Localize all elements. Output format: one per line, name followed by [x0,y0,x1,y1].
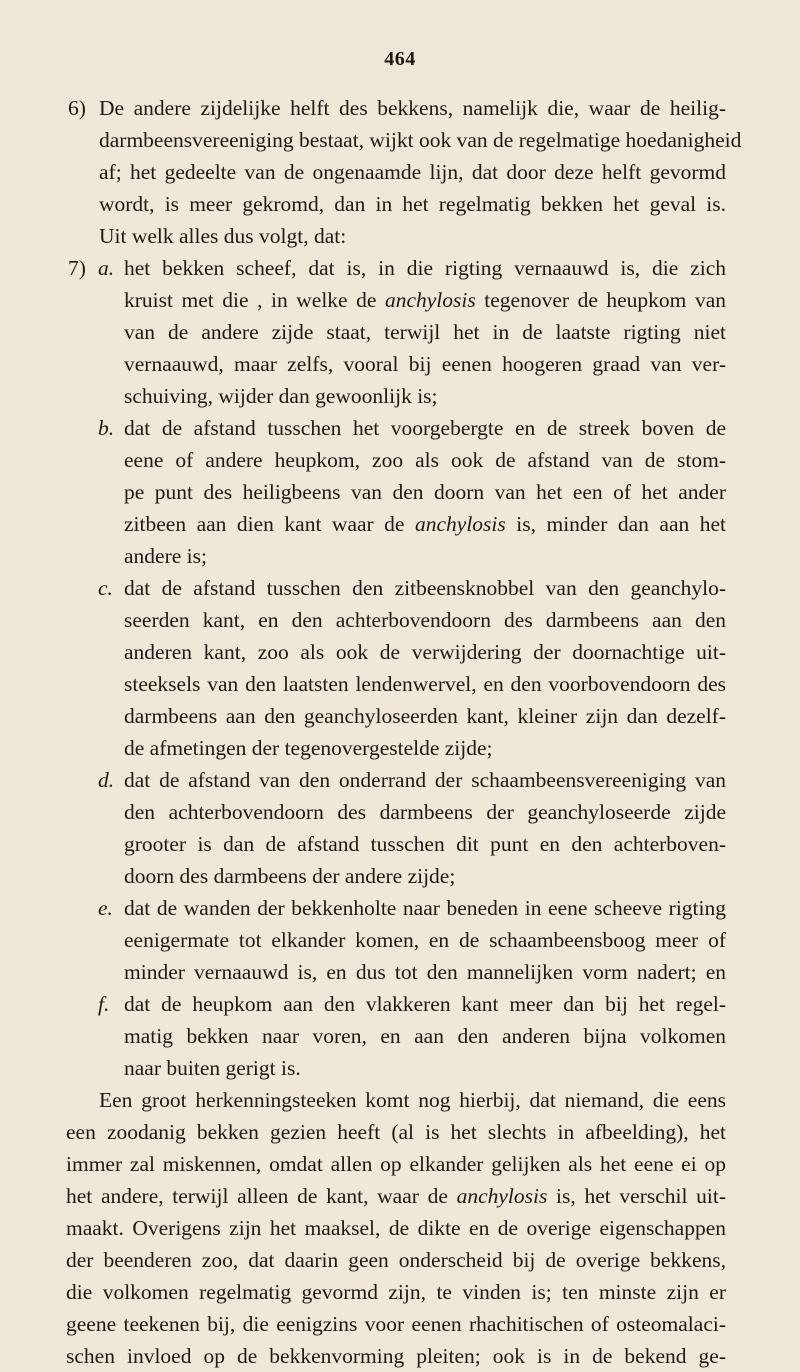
text-segment: kruist met die , in welke de [124,288,385,312]
item-e-line: dat de wanden der bekkenholte naar beneden in eene scheeve rigting [124,896,726,920]
item-6-line: Uit welk alles dus volgt, dat: [99,224,347,248]
item-7a-line: van de andere zijde staat, terwijl het in de laatste rigting niet [124,320,726,344]
closing-paragraph-line: immer zal miskennen, omdat allen op elkander gelijken als het eene ei op [66,1152,726,1176]
page-number: 464 [384,48,416,70]
italic-term: anchylosis [384,288,476,312]
closing-paragraph-line [66,1180,726,1212]
italic-term: anchylosis [456,1184,548,1208]
italic-term: anchylosis [414,512,506,536]
item-c-line: dat de afstand tusschen den zitbeensknobbel van den geanchylo- [124,576,726,600]
text-segment: tegenover de heupkom van [475,288,726,312]
item-d-line: grooter is dan de afstand tusschen dit punt en den achterboven- [124,832,726,856]
item-c-line: darmbeens aan den geanchyloseerden kant, kleiner zijn dan dezelf- [124,704,726,728]
item-6-line: darmbeensvereeniging bestaat, wijkt ook van de regelmatige hoedanigheid [99,128,742,152]
item-d-line: doorn des darmbeens der andere zijde; [124,864,456,888]
item-6-line: wordt, is meer gekromd, dan in het regelmatig bekken het geval is. [99,192,726,216]
item-c-line: de afmetingen der tegenovergestelde zijde; [124,736,493,760]
sub-label-a: a. [98,256,115,280]
sub-label-c: c. [98,576,113,600]
item-f-line: naar buiten gerigt is. [124,1056,301,1080]
item-f-line: matig bekken naar voren, en aan den anderen bijna volkomen [124,1024,726,1048]
item-7a-line: schuiving, wijder dan gewoonlijk is; [124,384,438,408]
text-segment: het andere, terwijl alleen de kant, waar de [66,1184,457,1208]
item-d-line: dat de afstand van den onderrand der schaambeensvereeniging van [124,768,726,792]
item-b-line: eene of andere heupkom, zoo als ook de afstand van de stom- [124,448,726,472]
item-c-line: anderen kant, zoo als ook de verwijdering der doornachtige uit- [124,640,726,664]
closing-paragraph-line: der beenderen zoo, dat daarin geen onderscheid bij de overige bekkens, [66,1248,726,1272]
closing-paragraph-line: schen invloed op de bekkenvorming pleiten; ook is in de bekend ge- [66,1344,726,1368]
text-segment: is, het verschil uit- [547,1184,727,1208]
item-6-line: De andere zijdelijke helft des bekkens, namelijk die, waar de heilig- [99,96,726,120]
item-b-line: pe punt des heiligbeens van den doorn van het een of het ander [124,480,726,504]
item-6-line: af; het gedeelte van de ongenaamde lijn, dat door deze helft gevormd [99,160,726,184]
text-segment: is, minder dan aan het [505,512,726,536]
item-7a-line: het bekken scheef, dat is, in die rigting vernaauwd is, die zich [124,256,726,280]
item-c-line: steeksels van den laatsten lendenwervel, en den voorbovendoorn des [124,672,726,696]
sub-label-f: f. [98,992,110,1016]
item-e-line: minder vernaauwd is, en dus tot den mannelijken vorm nadert; en [124,960,726,984]
item-b-line: andere is; [124,544,207,568]
item-number-7: 7) [68,256,86,280]
sub-label-b: b. [98,416,115,440]
closing-paragraph-line: een zoodanig bekken gezien heeft (al is het slechts in afbeelding), het [66,1120,726,1144]
item-f-line: dat de heupkom aan den vlakkeren kant meer dan bij het regel- [124,992,726,1016]
text-segment: zitbeen aan dien kant waar de [124,512,415,536]
sub-label-e: e. [98,896,113,920]
closing-paragraph-line: die volkomen regelmatig gevormd zijn, te vinden is; ten minste zijn er [66,1280,726,1304]
closing-paragraph-line: maakt. Overigens zijn het maaksel, de dikte en de overige eigenschappen [66,1216,726,1240]
item-c-line: seerden kant, en den achterbovendoorn des darmbeens aan den [124,608,726,632]
item-e-line: eenigermate tot elkander komen, en de schaambeensboog meer of [124,928,726,952]
item-b-line: dat de afstand tusschen het voorgebergte en de streek boven de [124,416,726,440]
item-d-line: den achterbovendoorn des darmbeens der geanchyloseerde zijde [124,800,726,824]
closing-paragraph-line: Een groot herkenningsteeken komt nog hierbij, dat niemand, die eens [99,1088,726,1112]
sub-label-d: d. [98,768,115,792]
item-7a-line [124,284,726,316]
item-b-line [124,508,726,540]
item-7a-line: vernaauwd, maar zelfs, vooral bij eenen hoogeren graad van ver- [124,352,726,376]
closing-paragraph-line: geene teekenen bij, die eenigzins voor eenen rhachitischen of osteomalaci- [66,1312,726,1336]
item-number-6: 6) [68,96,86,120]
